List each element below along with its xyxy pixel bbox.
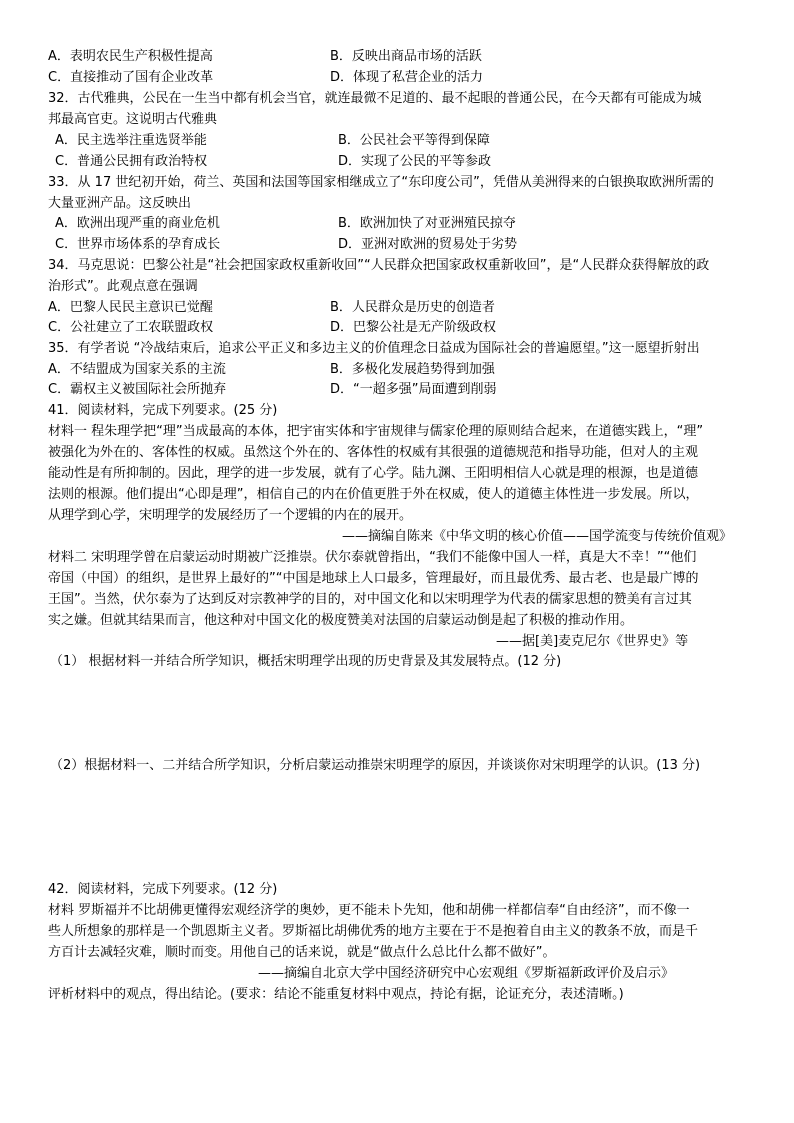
q35-option-c: C．霸权主义被国际社会所抛弃 (48, 382, 227, 397)
q31-option-a: A．表明农民生产积极性提高 (48, 49, 213, 64)
q41-sub-question-2: （2）根据材料一、二并结合所学知识，分析启蒙运动推崇宋明理学的原因，并谈谈你对宋明理学的认识。(13 分) (50, 758, 701, 773)
q41-material-2-source: ——据[美]麦克尼尔《世界史》等 (496, 634, 689, 649)
q34-option-a: A．巴黎人民民主意识已觉醒 (48, 300, 213, 315)
q31-option-c: C．直接推动了国有企业改革 (48, 70, 214, 85)
q41-material-2-line-4: 实之嫌。但就其结果而言，他这种对中国文化的极度赞美对法国的启蒙运动倒是起了积极的推动作用。 (48, 613, 634, 628)
q41-material-1-source: ——摘编自陈来《中华文明的核心价值——国学流变与传统价值观》 (342, 529, 733, 544)
q41-title: 41．阅读材料，完成下列要求。(25 分) (48, 403, 278, 418)
q32-stem-line-2: 邦最高官吏。这说明古代雅典 (48, 112, 218, 127)
q32-stem-line-1: 32．古代雅典，公民在一生当中都有机会当官，就连最微不足道的、最不起眼的普通公民，在今天都有可能成为城 (48, 91, 702, 106)
q42-material-line-1: 材料 罗斯福并不比胡佛更懂得宏观经济学的奥妙，更不能未卜先知，他和胡佛一样都信奉“自由经济”，而不像一 (48, 903, 690, 918)
q42-requirement: 评析材料中的观点，得出结论。(要求：结论不能重复材料中观点，持论有据，论证充分，表述清晰。) (48, 987, 624, 1002)
q41-material-2-line-2: 帝国（中国）的组织，是世界上最好的”“中国是地球上人口最多，管理最好，而且最优秀、最古老、也是最广博的 (48, 571, 699, 586)
q31-option-d: D．体现了私营企业的活力 (330, 70, 484, 85)
q35-stem-line-1: 35．有学者说 “冷战结束后，追求公平正义和多边主义的价值理念日益成为国际社会的普遍愿望。”这一愿望折射出 (48, 341, 700, 356)
q33-stem-line-1: 33．从 17 世纪初开始，荷兰、英国和法国等国家相继成立了“东印度公司”，凭借从美洲得来的白银换取欧洲所需的 (48, 175, 714, 190)
q41-material-2-line-3: 王国”。当然，伏尔泰为了达到反对宗教神学的目的，对中国文化和以宋明理学为代表的儒家思想的赞美有言过其 (48, 592, 692, 607)
q42-title: 42．阅读材料，完成下列要求。(12 分) (48, 882, 278, 897)
q41-sub-question-1: （1） 根据材料一并结合所学知识，概括宋明理学出现的历史背景及其发展特点。(12 分) (50, 654, 562, 669)
q33-option-d: D．亚洲对欧洲的贸易处于劣势 (338, 237, 518, 252)
q32-option-a: A．民主选举注重选贤举能 (55, 133, 207, 148)
q41-material-1-line-4: 法则的根源。他们提出“心即是理”，相信自己的内在价值更胜于外在权威，使人的道德主体性进一步发展。所以， (48, 487, 699, 502)
q34-option-d: D．巴黎公社是无产阶级政权 (330, 320, 497, 335)
q32-option-b: B．公民社会平等得到保障 (338, 133, 490, 148)
q35-option-a: A．不结盟成为国家关系的主流 (48, 362, 226, 377)
q35-option-d: D．“一超多强”局面遭到削弱 (330, 382, 497, 397)
q34-option-c: C．公社建立了工农联盟政权 (48, 320, 214, 335)
q41-material-2-line-1: 材料二 宋明理学曾在启蒙运动时期被广泛推崇。伏尔泰就曾指出，“我们不能像中国人一样，真是大不幸！”“他们 (48, 550, 697, 565)
q41-material-1-line-2: 被强化为外在的、客体性的权威。虽然这个外在的、客体性的权威有其很强的道德规范和指导功能，但对人的主观 (48, 445, 699, 460)
q42-material-line-3: 方百计去减轻灾难，顺时而变。用他自己的话来说，就是“做点什么总比什么都不做好”。 (48, 945, 556, 960)
q32-option-d: D．实现了公民的平等参政 (338, 154, 492, 169)
q41-material-1-line-3: 能动性是有所抑制的。因此，理学的进一步发展，就有了心学。陆九渊、王阳明相信人心就是理的根源，也是道德 (48, 466, 699, 481)
q41-material-1-line-1: 材料一 程朱理学把“理”当成最高的本体，把宇宙实体和宇宙规律与儒家伦理的原则结合起来，在道德实践上，“理” (48, 424, 704, 439)
q33-option-c: C．世界市场体系的孕育成长 (55, 237, 221, 252)
q31-option-b: B．反映出商品市场的活跃 (330, 49, 482, 64)
q33-option-a: A．欧洲出现严重的商业危机 (55, 216, 220, 231)
q35-option-b: B．多极化发展趋势得到加强 (330, 362, 495, 377)
q42-material-source: ——摘编自北京大学中国经济研究中心宏观组《罗斯福新政评价及启示》 (258, 966, 675, 981)
q33-stem-line-2: 大量亚洲产品。这反映出 (48, 196, 192, 211)
q42-material-line-2: 些人所想象的那样是一个凯恩斯主义者。罗斯福比胡佛优秀的地方主要在于不是抱着自由主义的教条不放，而是千 (48, 924, 699, 939)
q34-stem-line-1: 34．马克思说：巴黎公社是“社会把国家政权重新收回”“人民群众把国家政权重新收回”，是“人民群众获得解放的政 (48, 258, 710, 273)
q33-option-b: B．欧洲加快了对亚洲殖民掠夺 (338, 216, 516, 231)
q34-option-b: B．人民群众是历史的创造者 (330, 300, 495, 315)
q34-stem-line-2: 治形式”。此观点意在强调 (48, 279, 198, 294)
q32-option-c: C．普通公民拥有政治特权 (55, 154, 208, 169)
q41-material-1-line-5: 从理学到心学，宋明理学的发展经历了一个逻辑的内在的展开。 (48, 508, 413, 523)
